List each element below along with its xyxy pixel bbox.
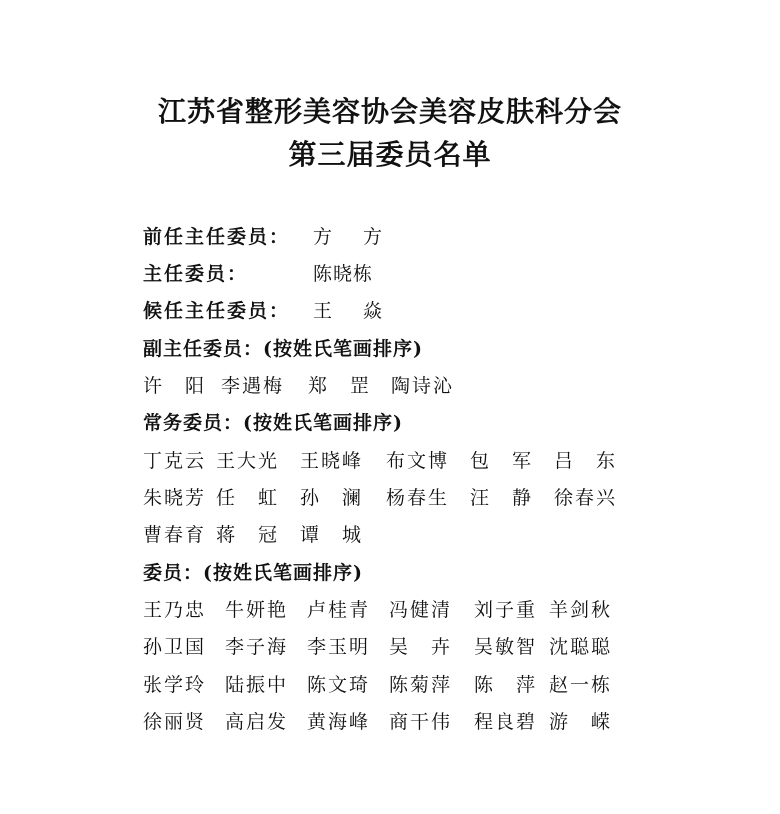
member-name: 李玉明 <box>307 636 371 658</box>
standing-members-heading: 常务委员：(按姓氏笔画排序) <box>143 412 403 434</box>
standing-member-name: 包 军 <box>470 450 534 472</box>
vice-chairs-list <box>143 372 703 400</box>
chair-elect-label: 候任主任委员： <box>143 300 291 322</box>
member-name: 商干伟 <box>389 711 453 733</box>
member-name: 羊剑秋 <box>549 599 613 621</box>
member-name: 高启发 <box>225 711 289 733</box>
standing-member-name: 王大光 <box>216 450 280 472</box>
former-chair-row <box>143 223 389 251</box>
standing-member-name: 谭 城 <box>300 524 364 546</box>
chair-elect-row <box>143 297 389 325</box>
chair-name: 陈晓栋 <box>313 263 374 285</box>
former-chair-label: 前任主任委员： <box>143 226 291 248</box>
member-name: 卢桂青 <box>307 599 371 621</box>
chair-label: 主任委员： <box>143 263 249 285</box>
vice-chair-name: 李遇梅 <box>221 375 285 397</box>
standing-members-row-2 <box>143 484 623 512</box>
chair-elect-name: 王 焱 <box>313 300 389 322</box>
member-name: 赵一栋 <box>549 674 613 696</box>
document-title-line1: 江苏省整形美容协会美容皮肤科分会 <box>157 95 622 128</box>
document-title-line2: 第三届委员名单 <box>288 138 492 171</box>
standing-member-name: 蒋 冠 <box>216 524 280 546</box>
member-name: 李子海 <box>225 636 289 658</box>
member-name: 徐丽贤 <box>143 711 207 733</box>
chair-row <box>143 260 374 288</box>
members-heading: 委员：(按姓氏笔画排序) <box>143 562 363 584</box>
member-name: 陈 萍 <box>474 674 538 696</box>
member-name: 张学玲 <box>143 674 207 696</box>
member-name: 王乃忠 <box>143 599 207 621</box>
member-name: 陆振中 <box>225 674 289 696</box>
standing-member-name: 吕 东 <box>554 450 618 472</box>
member-name: 陈菊萍 <box>389 674 453 696</box>
members-row-3 <box>143 671 623 699</box>
members-row-4 <box>143 708 623 736</box>
vice-chair-name: 陶诗沁 <box>391 375 455 397</box>
standing-member-name: 汪 静 <box>470 487 534 509</box>
standing-member-name: 布文博 <box>386 450 450 472</box>
vice-chair-name: 郑 罡 <box>308 375 372 397</box>
former-chair-name: 方 方 <box>313 226 389 248</box>
standing-member-name: 任 虹 <box>216 487 280 509</box>
members-row-2 <box>143 633 623 661</box>
standing-members-row-1 <box>143 447 623 475</box>
standing-member-name: 曹春育 <box>143 524 207 546</box>
member-name: 吴 卉 <box>389 636 453 658</box>
member-name: 吴敏智 <box>474 636 538 658</box>
standing-member-name: 孙 澜 <box>300 487 364 509</box>
vice-chairs-heading: 副主任委员：(按姓氏笔画排序) <box>143 338 423 360</box>
vice-chair-name: 许 阳 <box>143 375 207 397</box>
member-name: 程良碧 <box>474 711 538 733</box>
member-name: 陈文琦 <box>307 674 371 696</box>
standing-member-name: 丁克云 <box>143 450 207 472</box>
member-name: 沈聪聪 <box>549 636 613 658</box>
member-name: 游 嵘 <box>549 711 613 733</box>
member-name: 孙卫国 <box>143 636 207 658</box>
standing-member-name: 朱晓芳 <box>143 487 207 509</box>
member-name: 冯健清 <box>389 599 453 621</box>
standing-members-row-3 <box>143 521 623 549</box>
member-name: 牛妍艳 <box>225 599 289 621</box>
standing-member-name: 王晓峰 <box>300 450 364 472</box>
standing-member-name: 徐春兴 <box>554 487 618 509</box>
member-name: 刘子重 <box>474 599 538 621</box>
member-name: 黄海峰 <box>307 711 371 733</box>
members-row-1 <box>143 596 623 624</box>
standing-member-name: 杨春生 <box>386 487 450 509</box>
